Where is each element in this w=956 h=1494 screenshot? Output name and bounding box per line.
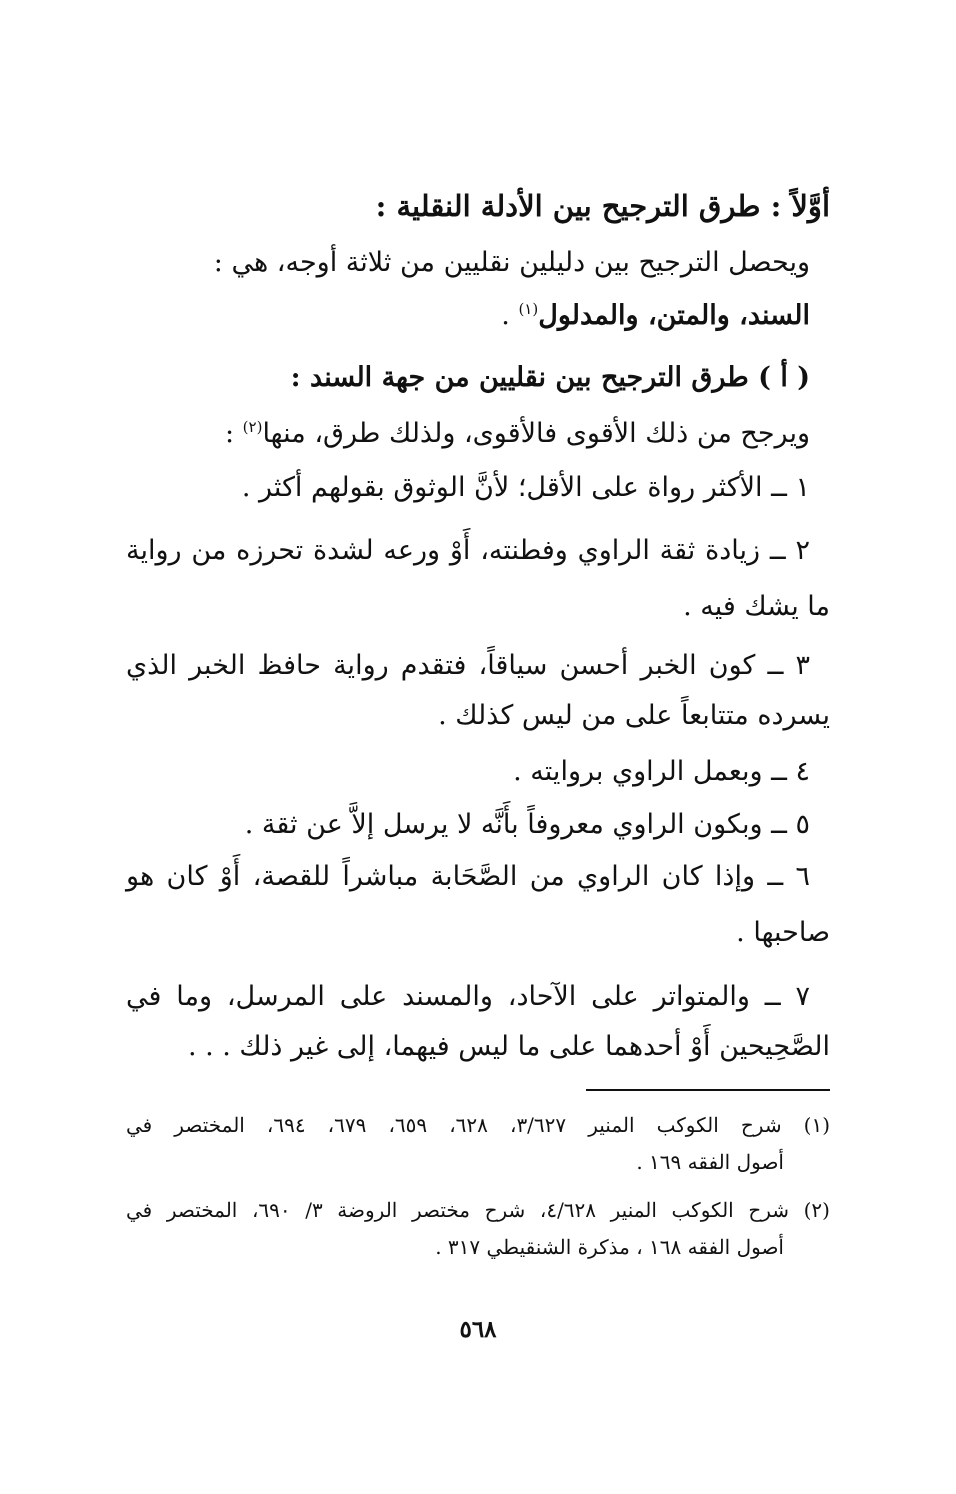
list-item-3-line-2: يسرده متتابعاً على من ليس كذلك . bbox=[438, 700, 830, 731]
list-item-7-line-2: الصَّحِيحين أَوْ أحدهما على ما ليس فيهما، إلى غير ذلك . . . bbox=[187, 1031, 830, 1062]
intro-line-2 bbox=[501, 296, 810, 336]
page-number: ٥٦٨ bbox=[459, 1316, 497, 1343]
section-heading bbox=[376, 186, 830, 226]
intro-terms: السند، والمتن، والمدلول bbox=[538, 300, 810, 331]
list-item-2-line-2: ما يشك فيه . bbox=[683, 591, 830, 622]
subsection-a-heading: ( أ ) طرق الترجيح بين نقليين من جهة السند : bbox=[290, 362, 810, 393]
subsection-a-intro-end: : bbox=[224, 418, 243, 449]
list-item-2-line-1: ٢ ــ زيادة ثقة الراوي وفطنته، أَوْ ورعه لشدة تحرزه من رواية bbox=[126, 535, 810, 566]
subsection-a-intro-text: ويرجح من ذلك الأقوى فالأقوى، ولذلك طرق، منها bbox=[262, 418, 810, 449]
list-item-6-line-1: ٦ ــ وإذا كان الراوي من الصَّحَابة مباشراً للقصة، أَوْ كان هو bbox=[126, 861, 810, 892]
heading-label: أوَّلاً : bbox=[770, 189, 830, 223]
footnote-ref-1: (١) bbox=[518, 300, 539, 318]
list-item-4: ٤ ــ وبعمل الراوي بروايته . bbox=[513, 756, 810, 787]
subsection-a-intro bbox=[225, 414, 810, 454]
intro-line-1: ويحصل الترجيح بين دليلين نقليين من ثلاثة أوجه، هي : bbox=[213, 247, 810, 278]
list-item-1: ١ ــ الأكثر رواة على الأقل؛ لأنَّ الوثوق بقولهم أكثر . bbox=[241, 472, 810, 503]
list-item-6-line-2: صاحبها . bbox=[736, 917, 830, 948]
list-item-7-line-1: ٧ ــ والمتواتر على الآحاد، والمسند على المرسل، وما في bbox=[126, 981, 810, 1012]
footnote-1-line-2: أصول الفقه ١٦٩ . bbox=[636, 1150, 784, 1174]
footnote-2-line-2: أصول الفقه ١٦٨ ، مذكرة الشنقيطي ٣١٧ . bbox=[435, 1235, 784, 1259]
heading-title: طرق الترجيح بين الأدلة النقلية : bbox=[375, 189, 761, 223]
list-item-3-line-1: ٣ ــ كون الخبر أحسن سياقاً، فتقدم رواية حافظ الخبر الذي bbox=[126, 650, 810, 681]
list-item-5: ٥ ــ وبكون الراوي معروفاً بأَنَّه لا يرسل إلاَّ عن ثقة . bbox=[244, 809, 810, 840]
footnote-ref-2: (٢) bbox=[242, 418, 263, 436]
footnote-separator bbox=[586, 1089, 830, 1091]
intro-line-2-end: . bbox=[501, 300, 519, 331]
footnote-1-line-1: (١) شرح الكوكب المنير ٣/٦٢٧، ٦٢٨، ٦٥٩، ٦٧٩، ٦٩٤، المختصر في bbox=[126, 1113, 831, 1137]
footnote-2-line-1: (٢) شرح الكوكب المنير ٤/٦٢٨، شرح مختصر الروضة ٣/ ٦٩٠، المختصر في bbox=[126, 1198, 830, 1222]
